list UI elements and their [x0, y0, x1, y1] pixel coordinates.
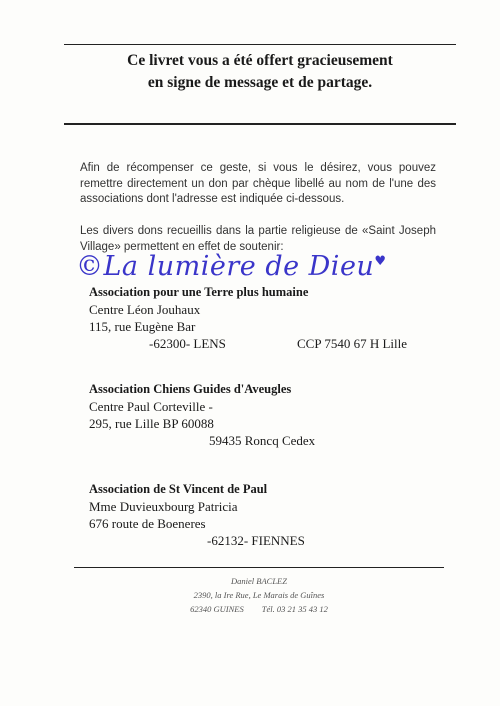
header-line-1: Ce livret vous a été offert gracieusement: [127, 52, 393, 69]
association-address-line-2: 115, rue Eugène Bar: [89, 319, 196, 334]
association-city-row: [89, 335, 429, 352]
footer-address: 2390, la Ire Rue, Le Marais de Guînes: [193, 590, 325, 600]
association-block-3: [89, 481, 429, 549]
association-address-line-1: Centre Léon Jouhaux: [89, 302, 201, 317]
footer-phone: Tél. 03 21 35 43 12: [261, 604, 328, 614]
watermark-copyright: ©: [76, 251, 104, 282]
heart-icon: ♥: [374, 254, 387, 269]
watermark-overlay: [76, 251, 386, 282]
association-name: Association de St Vincent de Paul: [89, 482, 268, 496]
support-paragraph: Les divers dons recueillis dans la partie religieuse de «Saint Joseph Village» permettent en effet de soutenir:: [80, 225, 436, 253]
association-address-line-2: 295, rue Lille BP 60088: [89, 416, 214, 431]
header-top-rule: [64, 44, 456, 45]
header-line-2: en signe de message et de partage.: [147, 74, 373, 91]
association-block-1: [89, 284, 429, 352]
donation-paragraph: Afin de récompenser ce geste, si vous le désirez, vous pouvez remettre directement un don par chèque libellé au nom de l'une des associations dont l'adresse est indiquée ci-dessous.: [80, 162, 436, 205]
footer-name: Daniel BACLEZ: [231, 576, 287, 586]
association-city: -62132- FIENNES: [207, 533, 305, 548]
watermark-text: La lumière de Dieu: [103, 251, 375, 282]
association-address-line-1: Centre Paul Corteville -: [89, 399, 213, 414]
footer-contact: [74, 602, 444, 616]
association-name: Association pour une Terre plus humaine: [89, 285, 309, 299]
association-address-line-2: 676 route de Boeneres: [89, 516, 206, 531]
association-name: Association Chiens Guides d'Aveugles: [89, 382, 292, 396]
footer-postal: 62340 GUINES: [190, 604, 244, 614]
footer-rule: [74, 567, 444, 568]
association-city-row: [89, 532, 429, 549]
association-block-2: [89, 381, 429, 449]
association-city: 59435 Roncq Cedex: [209, 433, 316, 448]
association-city-row: [89, 432, 429, 449]
header-bottom-rule: [64, 123, 456, 125]
association-address-line-1: Mme Duvieuxbourg Patricia: [89, 499, 238, 514]
header-notice: [64, 50, 456, 94]
association-city: -62300- LENS: [149, 336, 226, 351]
association-ccp: CCP 7540 67 H Lille: [297, 336, 408, 351]
